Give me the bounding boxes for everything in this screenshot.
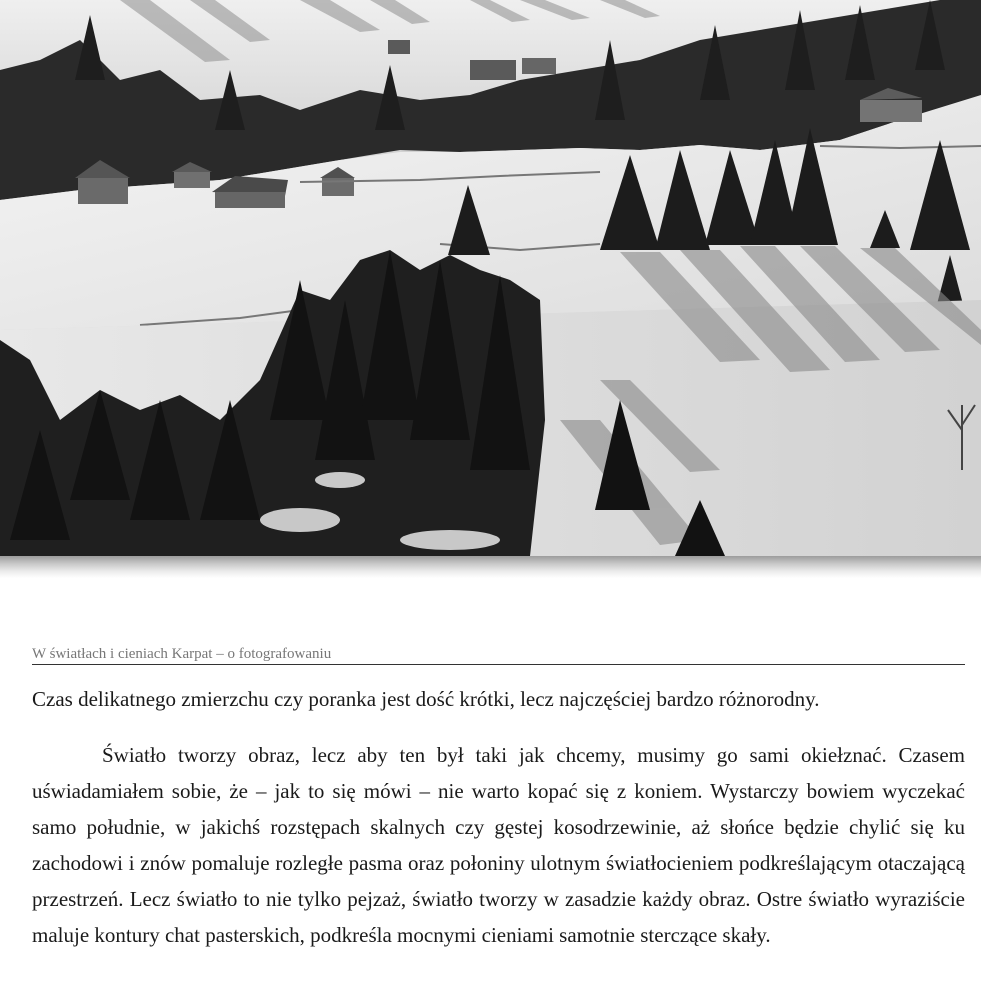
running-head: W światłach i cieniach Karpat – o fotografowaniu [32, 645, 965, 665]
body-paragraph: Światło tworzy obraz, lecz aby ten był taki jak chcemy, musimy go sami okiełznać. Czasem uświadamiałem sobie, że – jak to się mówi – nie warto kopać się z koniem. Wystarczy bowiem wyczekać samo południe, w jakichś rozstępach skalnych czy gęstej kosodrzewinie, aż słońce będzie chylić się ku zachodowi i znów pomaluje rozległe pasma oraz połoniny ulotnym światłocieniem podkreślającym otaczającą przestrzeń. Lecz światło to nie tylko pejzaż, światło tworzy w zasadzie każdy obraz. Ostre światło wyraziście maluje kontury chat pasterskich, podkreśla mocnymi cieniami samotnie sterczące skały. [32, 743, 965, 947]
page-edge-shadow [0, 556, 981, 578]
lead-sentence: Czas delikatnego zmierzchu czy poranka jest dość krótki, lecz najczęściej bardzo różnorodny. [32, 687, 820, 711]
